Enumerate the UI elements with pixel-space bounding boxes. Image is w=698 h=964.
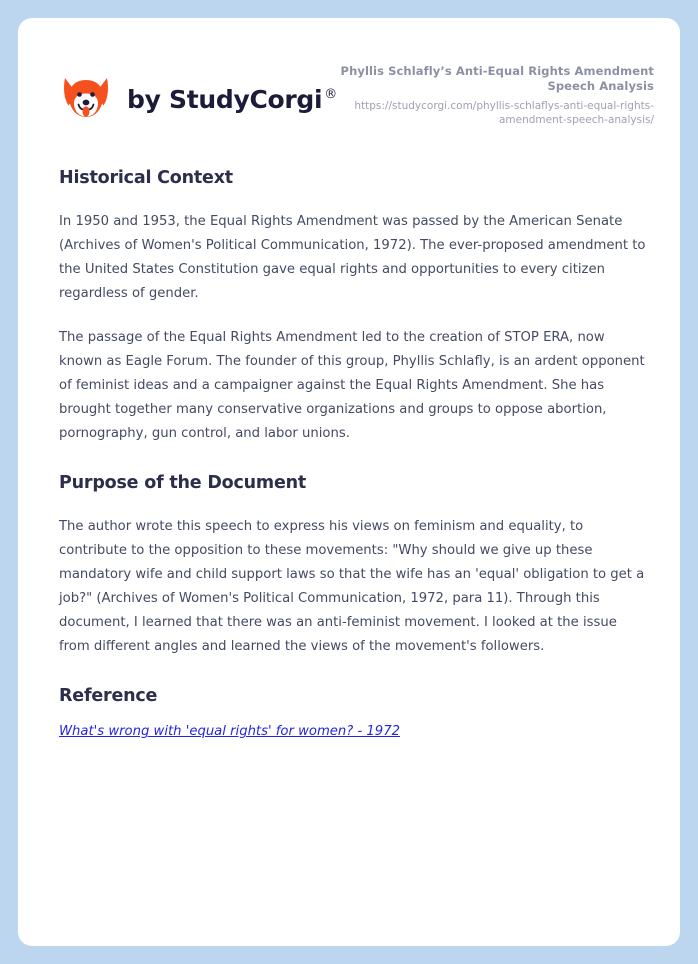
document-page-card [18,18,680,946]
section-purpose-of-the-document [59,473,649,659]
section-heading: Reference [59,686,158,707]
brand-name-text: by StudyCorgi [127,84,323,114]
document-header [18,18,680,146]
paragraph: The author wrote this speech to express his views on feminism and equality, to contribute to the opposition to these movements: "Why should we give up these mandatory wife and child support laws so that the wife has an 'equal' obligation to get a job?" (Archives of Women's Political Communication, 1972, para 11). Through this document, I learned that there was an anti-feminist movement. I looked at the issue from different angles and learned the views of the movement's followers. [59,519,645,655]
reference-link[interactable]: What's wrong with 'equal rights' for women? - 1972 [59,724,400,740]
document-title: Phyllis Schlafly’s Anti-Equal Rights Amendment Speech Analysis [340,64,654,93]
registered-trademark-icon: ® [324,87,337,103]
header-document-meta [314,64,654,128]
paragraph: In 1950 and 1953, the Equal Rights Amendment was passed by the American Senate (Archives of Women's Political Communication, 1972). The ever-proposed amendment to the United States Constitution gave equal rights and opportunities to every citizen regardless of gender. [59,214,646,302]
section-heading: Historical Context [59,168,233,188]
brand-logo-lockup [59,72,337,126]
corgi-logo-icon [59,72,113,126]
section-reference [59,686,649,744]
brand-name [127,85,337,114]
document-url: https://studycorgi.com/phyllis-schlaflys-anti-equal-rights-amendment-speech-analysis/ [354,100,654,127]
section-heading: Purpose of the Document [59,473,307,494]
paragraph: The passage of the Equal Rights Amendment led to the creation of STOP ERA, now known as Eagle Forum. The founder of this group, Phyllis Schlafly, is an ardent opponent of feminist ideas and a campaigner against the Equal Rights Amendment. She has brought together many conservative organizations and groups to oppose abortion, pornography, gun control, and labor unions. [59,330,645,442]
section-historical-context [59,168,649,446]
document-body [59,168,649,744]
